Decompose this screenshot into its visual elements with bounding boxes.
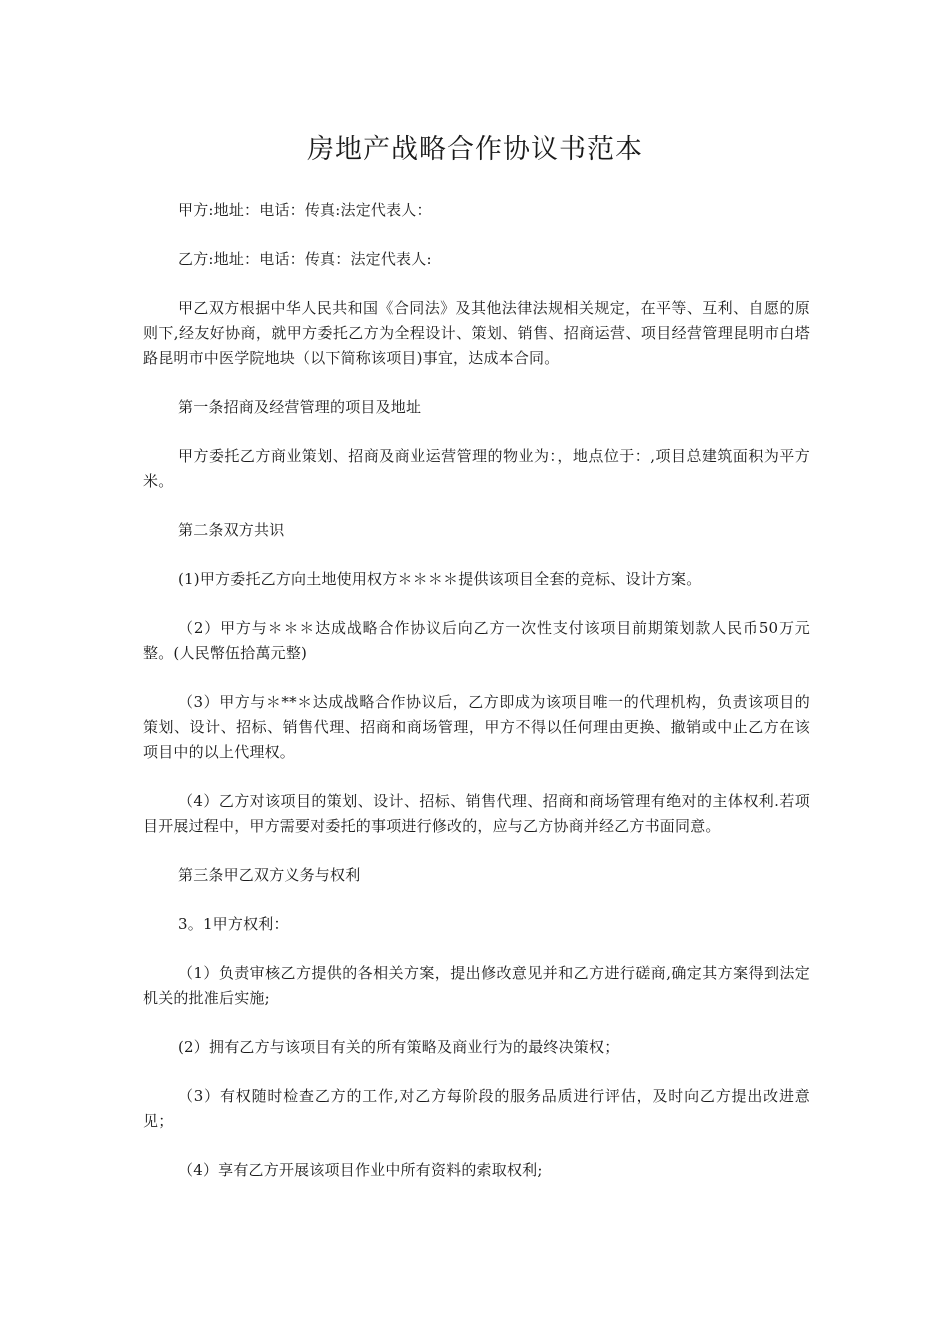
section-3-1-item-2: (2）拥有乙方与该项目有关的所有策略及商业行为的最终决策权； xyxy=(178,1038,620,1056)
article-2-item-3: （3）甲方与＊**＊达成战略合作协议后，乙方即成为该项目唯一的代理机构，负责该项目的策划、设计、招标、销售代理、招商和商场管理，甲方不得以任何理由更换、撤销或中止乙方在该项目中的以上代理权。 xyxy=(143,693,810,761)
article-2-item-2: （2）甲方与＊＊＊达成战略合作协议后向乙方一次性支付该项目前期策划款人民币50万元整。(人民幣伍拾萬元整) xyxy=(143,619,810,662)
document-body xyxy=(143,198,810,1207)
article-1-paragraph: 甲方委托乙方商业策划、招商及商业运营管理的物业为：，地点位于：,项目总建筑面积为平方米。 xyxy=(143,447,810,490)
section-3-1-heading: 3。1甲方权利： xyxy=(178,915,289,933)
party-a-info: 甲方:地址：电话：传真:法定代表人： xyxy=(178,201,432,219)
article-1-heading: 第一条招商及经营管理的项目及地址 xyxy=(178,398,422,416)
article-2-item-1: (1)甲方委托乙方向土地使用权方＊＊＊＊提供该项目全套的竞标、设计方案。 xyxy=(178,570,702,588)
article-2-heading: 第二条双方共识 xyxy=(178,521,285,539)
article-3-heading: 第三条甲乙双方义务与权利 xyxy=(178,866,361,884)
party-b-info: 乙方:地址：电话：传真：法定代表人: xyxy=(178,250,432,268)
section-3-1-item-1: （1）负责审核乙方提供的各相关方案，提出修改意见并和乙方进行磋商,确定其方案得到法定机关的批准后实施; xyxy=(143,964,810,1007)
article-2-item-4: （4）乙方对该项目的策划、设计、招标、销售代理、招商和商场管理有绝对的主体权利.若项目开展过程中，甲方需要对委托的事项进行修改的，应与乙方协商并经乙方书面同意。 xyxy=(143,792,810,835)
section-3-1-item-3: （3）有权随时检查乙方的工作,对乙方每阶段的服务品质进行评估，及时向乙方提出改进意见； xyxy=(143,1087,810,1130)
document-title: 房地产战略合作协议书范本 xyxy=(307,134,643,165)
preamble-paragraph: 甲乙双方根据中华人民共和国《合同法》及其他法律法规相关规定，在平等、互利、自愿的原则下,经友好协商，就甲方委托乙方为全程设计、策划、销售、招商运营、项目经营管理昆明市白塔路昆明市中医学院地块（以下简称该项目)事宜，达成本合同。 xyxy=(143,299,810,367)
section-3-1-item-4: （4）享有乙方开展该项目作业中所有资料的索取权利; xyxy=(178,1161,543,1179)
